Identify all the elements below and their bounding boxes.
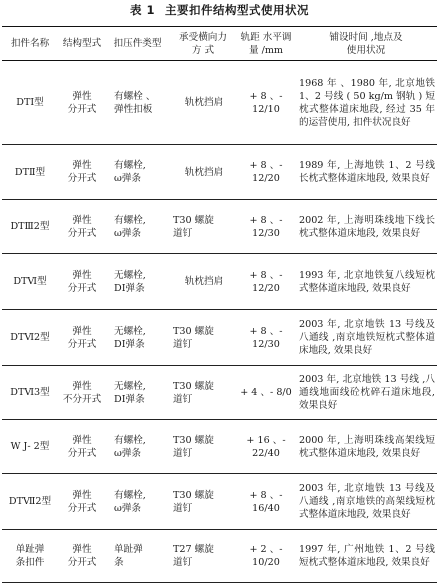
table-row [2,530,437,583]
header-lateral-force: 承受横向力 方 式 [179,31,227,56]
structure-type: 弹性 分开式 [67,214,97,239]
lateral-force-method: 轨枕挡肩 [184,166,224,178]
clip-type: 无螺栓, DI弹条 [114,269,146,294]
structure-type: 弹性 分开式 [67,160,97,184]
structure-type: 弹性 不分开式 [62,380,102,405]
fastener-name: W J- 2型 [10,441,50,452]
usage-status: 1997 年, 广州地铁 1、2 号线短枕式整体道床地段, 效果良好 [299,544,435,568]
structure-type: 弹性 分开式 [67,434,97,459]
table-row [2,254,437,310]
table-caption [0,2,439,18]
lateral-force-method: T30 螺旋 道钉 [173,325,214,350]
clip-type: 有螺栓, ω弹条 [114,434,146,459]
adjustment-range: + 8 、- 12/20 [249,269,283,294]
fastener-name: DTⅥ3型 [10,387,50,398]
structure-type: 弹性 分开式 [67,325,97,350]
table-number: 表 1 [129,3,155,17]
header-fastener-name: 扣件名称 [10,38,50,49]
structure-type: 弹性 分开式 [67,489,97,514]
adjustment-range: + 8 、- 16/40 [249,489,283,514]
table-row [2,366,437,420]
structure-type: 弹性 分开式 [67,90,97,115]
fastener-name: DTⅥ型 [13,276,47,287]
fastener-name: DTI型 [16,97,44,108]
fastener-name: 单趾弹 条扣件 [15,544,45,568]
clip-type: 无螺栓, DI弹条 [114,380,146,405]
header-usage: 铺设时间 ,地点及 使用状况 [329,31,403,56]
usage-status: 2003 年, 北京地铁 13 号线及八通线 ,南京地铁的高架线短枕式整体道床地段, 效果良好 [299,483,435,520]
usage-status: 1989 年, 上海地铁 1、2 号线长枕式整体道床地段, 效果良好 [299,160,435,184]
clip-type: 有螺栓, ω弹条 [114,214,146,239]
header-clip-type: 扣压件类型 [113,38,162,49]
lateral-force-method: 轨枕挡肩 [184,97,224,108]
fastener-table [2,26,437,583]
lateral-force-method: T30 螺旋 道钉 [173,380,214,405]
adjustment-range: + 4 、- 8/0 [240,387,292,398]
clip-type: 有螺栓, ω弹条 [114,489,146,514]
table-row [2,420,437,474]
clip-type: 单趾弹 条 [114,544,143,568]
table-row [2,145,437,200]
fastener-name: DTⅡ型 [14,166,46,178]
header-adjustment: 轨距 水平调 量 /mm [240,31,292,56]
table-row [2,474,437,530]
adjustment-range: + 2 、- 10/20 [249,544,283,568]
usage-status: 2002 年, 上海明珠线地下线长枕式整体道床地段, 效果良好 [299,214,435,239]
lateral-force-method: T30 螺旋 道钉 [173,214,214,239]
usage-status: 2003 年, 北京地铁 13 号线及八通线 ,南京地铁短枕式整体道床地段, 效果良好 [299,319,435,356]
lateral-force-method: T30 螺旋 道钉 [173,489,214,514]
adjustment-range: + 8 、- 12/20 [249,160,283,184]
adjustment-range: + 8 、- 12/30 [249,325,283,350]
adjustment-range: + 16 、- 22/40 [246,434,286,459]
usage-status: 1993 年, 北京地铁复八线短枕式整体道床地段, 效果良好 [299,269,435,294]
table-row [2,61,437,145]
lateral-force-method: T30 螺旋 道钉 [173,434,214,459]
usage-status: 2000 年, 上海明珠线高架线短枕式整体道床地段, 效果良好 [299,434,435,459]
table-row [2,200,437,254]
lateral-force-method: T27 螺旋 道钉 [173,544,214,568]
lateral-force-method: 轨枕挡肩 [184,276,224,287]
fastener-name: DTⅢ2型 [10,221,50,232]
table-header-row [2,27,437,61]
fastener-name: DTⅦ2型 [8,496,52,507]
adjustment-range: + 8 、- 12/10 [249,90,283,115]
clip-type: 有螺栓 、 弹性扣板 [114,90,156,115]
clip-type: 无螺栓, DI弹条 [114,325,146,350]
structure-type: 弹性 分开式 [67,269,97,294]
fastener-name: DTⅥ2型 [10,332,50,343]
structure-type: 弹性 分开式 [67,544,97,568]
header-structure-type: 结构型式 [62,38,102,49]
clip-type: 有螺栓, ω弹条 [114,160,146,184]
table-title: 主要扣件结构型式使用状况 [165,3,309,17]
adjustment-range: + 8 、- 12/30 [249,214,283,239]
usage-status: 1968 年 、1980 年, 北京地铁 1、2 号线 ( 50 kg/m 钢轨 ) 短枕式整体道床地段, 经过 35 年的运营使用, 扣件状况良好 [299,77,435,128]
table-row [2,310,437,366]
usage-status: 2003 年, 北京地铁 13 号线 ,八通线地面线砼枕碎石道床地段, 效果良好 [299,374,435,411]
